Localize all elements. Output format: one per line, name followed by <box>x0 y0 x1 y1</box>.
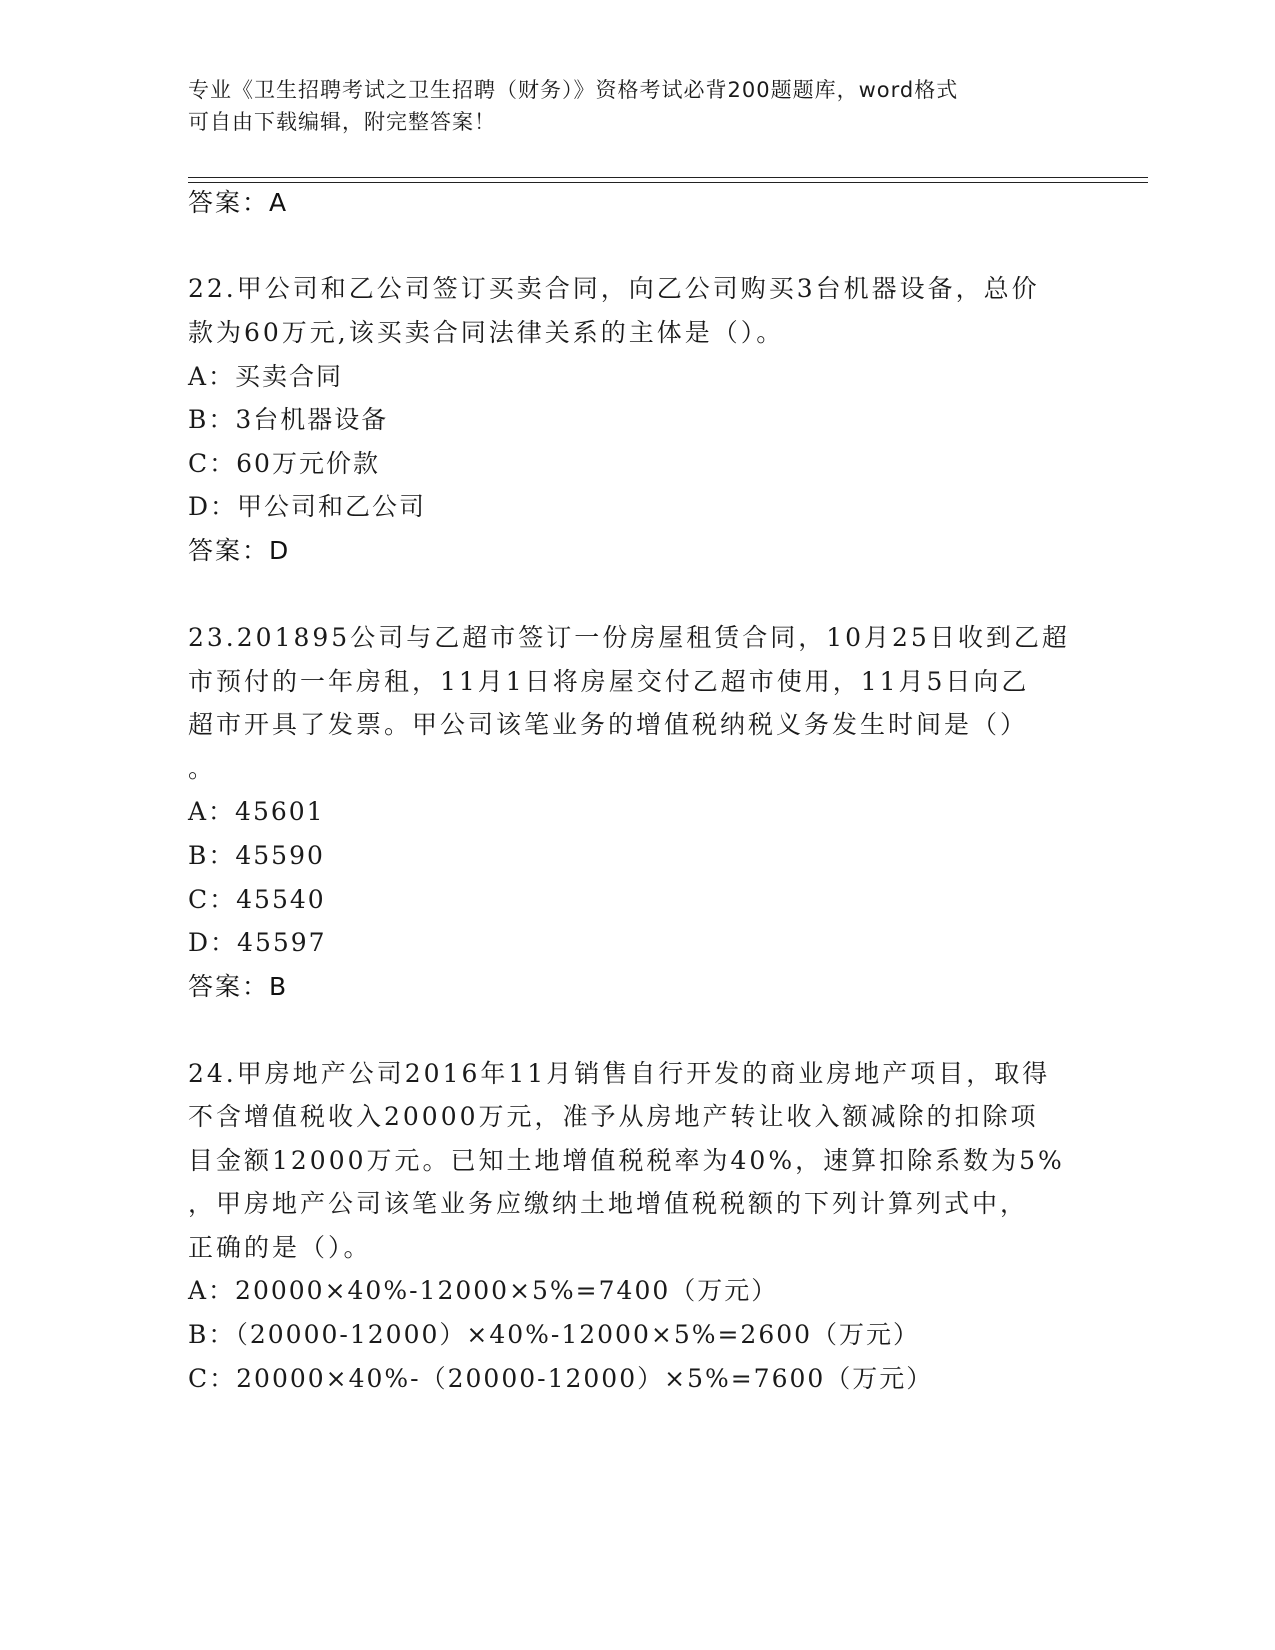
header-line-2: 可自由下载编辑，附完整答案！ <box>188 110 496 134</box>
question-24-option-a: A：20000×40%-12000×5%=7400（万元） <box>188 1276 779 1305</box>
header-divider-top <box>188 177 1148 178</box>
question-22-line-1: 22.甲公司和乙公司签订买卖合同，向乙公司购买3台机器设备，总价 <box>188 274 1040 303</box>
question-23-option-d: D：45597 <box>188 928 327 957</box>
header-divider-bottom <box>188 182 1148 183</box>
question-22-option-b: B：3台机器设备 <box>188 405 389 434</box>
answer-q22: 答案：D <box>188 536 291 565</box>
question-24-line-4: ，甲房地产公司该笔业务应缴纳土地增值税税额的下列计算列式中， <box>188 1189 1029 1218</box>
question-24-line-5: 正确的是（）。 <box>188 1233 372 1262</box>
question-24-option-b: B：（20000-12000）×40%-12000×5%=2600（万元） <box>188 1320 921 1349</box>
header-line-1: 专业《卫生招聘考试之卫生招聘（财务）》资格考试必背200题题库，word格式 <box>188 78 959 102</box>
answer-q21: 答案：A <box>188 188 289 217</box>
question-22-option-c: C：60万元价款 <box>188 449 380 478</box>
question-23-option-a: A：45601 <box>188 797 325 826</box>
document-header <box>188 74 1068 138</box>
question-24-line-3: 目金额12000万元。已知土地增值税税率为40%，速算扣除系数为5% <box>188 1146 1065 1175</box>
answer-q23: 答案：B <box>188 972 289 1001</box>
question-23-line-2: 市预付的一年房租，11月1日将房屋交付乙超市使用，11月5日向乙 <box>188 667 1030 696</box>
question-23-line-4: 。 <box>188 754 217 783</box>
question-23-line-3: 超市开具了发票。甲公司该笔业务的增值税纳税义务发生时间是（） <box>188 710 1029 739</box>
question-23-option-c: C：45540 <box>188 885 326 914</box>
question-22-option-a: A：买卖合同 <box>188 362 344 391</box>
question-22-line-2: 款为60万元,该买卖合同法律关系的主体是（）。 <box>188 318 785 347</box>
question-24-line-1: 24.甲房地产公司2016年11月销售自行开发的商业房地产项目，取得 <box>188 1059 1051 1088</box>
question-24-line-2: 不含增值税收入20000万元，准予从房地产转让收入额减除的扣除项 <box>188 1102 1039 1131</box>
question-24-option-c: C：20000×40%-（20000-12000）×5%=7600（万元） <box>188 1364 934 1393</box>
question-22-option-d: D：甲公司和乙公司 <box>188 492 427 521</box>
question-23-line-1: 23.201895公司与乙超市签订一份房屋租赁合同，10月25日收到乙超 <box>188 623 1070 652</box>
question-23-option-b: B：45590 <box>188 841 325 870</box>
